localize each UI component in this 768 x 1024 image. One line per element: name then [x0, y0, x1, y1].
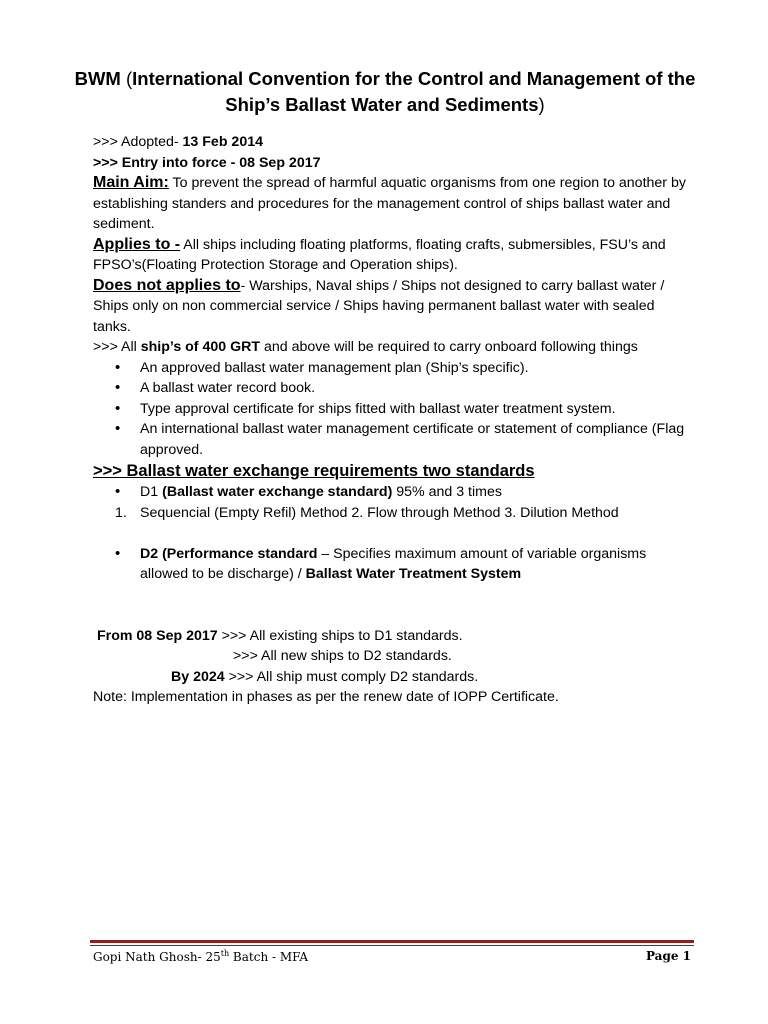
- main-aim-text: To prevent the spread of harmful aquatic organisms from one region to another by establishing standers and procedures for the management control of ships ballast water and sediment.: [93, 175, 686, 232]
- main-aim-label: Main Aim:: [93, 174, 169, 191]
- ships-400-prefix: >>> All: [93, 339, 141, 355]
- main-aim-paragraph: [93, 173, 693, 235]
- d2-item: [93, 544, 693, 585]
- document-title: [60, 66, 710, 118]
- schedule-from-label: From 08 Sep 2017: [97, 627, 218, 644]
- title-acronym: BWM: [74, 68, 121, 89]
- d2-list: [93, 544, 693, 585]
- d1-label: D1: [140, 484, 159, 500]
- schedule-block: [93, 626, 693, 708]
- methods-list: [93, 503, 693, 524]
- not-applies-paragraph: [93, 276, 693, 338]
- spacer: [93, 585, 693, 626]
- applies-to-paragraph: [93, 235, 693, 276]
- list-item: • Type approval certificate for ships fitted with ballast water treatment system.: [93, 399, 693, 420]
- footer-divider-thin: [90, 945, 694, 946]
- methods-item: [93, 503, 693, 524]
- footer-divider-thick: [90, 940, 694, 943]
- d2-bold-tail: Ballast Water Treatment System: [305, 566, 522, 582]
- footer-page-number: Page 1: [645, 949, 691, 963]
- title-paren-open: (: [120, 68, 133, 89]
- d1-item: [93, 482, 693, 503]
- d1-list: [93, 482, 693, 503]
- applies-to-label: Applies to -: [93, 235, 181, 253]
- schedule-by-label: By 2024: [171, 668, 225, 685]
- not-applies-text: - Warships, Naval ships / Ships not designed to carry ballast water / Ships only on non commercial service / Ships having permanent ballast water with sealed tanks.: [93, 277, 665, 335]
- adopted-date: 13 Feb 2014: [182, 134, 263, 150]
- schedule-line-1-text: >>> All existing ships to D1 standards.: [217, 627, 463, 644]
- ships-400-bold: ship’s of 400 GRT: [140, 339, 261, 355]
- schedule-line-1: [97, 626, 463, 647]
- not-applies-label: Does not applies to: [93, 276, 241, 294]
- methods-number: 1.: [115, 504, 127, 521]
- d2-text: – Specifies maximum amount of variable organisms allowed to be discharge) /: [140, 545, 647, 582]
- footer-author-tail: Batch - MFA: [229, 950, 309, 964]
- d2-bold: D2 (Performance standard: [140, 545, 318, 562]
- adopted-line: [93, 132, 693, 153]
- schedule-line-2: >>> All new ships to D2 standards.: [233, 648, 452, 664]
- onboard-items-list: [93, 358, 693, 461]
- ships-400-suffix: and above will be required to carry onboard following things: [260, 339, 638, 355]
- list-item: • An approved ballast water management plan (Ship’s specific).: [93, 358, 693, 379]
- footer-author-name: Gopi Nath Ghosh- 25: [93, 950, 221, 964]
- d1-bold: (Ballast water exchange standard): [162, 484, 393, 500]
- footer-author-sup: th: [220, 949, 230, 958]
- document-body: [93, 132, 693, 708]
- entry-into-force-line: >>> Entry into force - 08 Sep 2017: [93, 154, 321, 171]
- implementation-note: Note: Implementation in phases as per the renew date of IOPP Certificate.: [93, 689, 559, 705]
- exchange-heading: >>> Ballast water exchange requirements two standards: [93, 462, 535, 480]
- schedule-line-3-text: >>> All ship must comply D2 standards.: [224, 668, 479, 685]
- d1-text: 95% and 3 times: [392, 484, 502, 500]
- title-full-name: International Convention for the Control and Management of the Ship’s Ballast Water and Sediments: [132, 68, 696, 115]
- methods-text: Sequencial (Empty Refil) Method 2. Flow through Method 3. Dilution Method: [140, 504, 619, 521]
- spacer: [93, 523, 693, 544]
- list-item: • A ballast water record book.: [93, 378, 693, 399]
- adopted-prefix: >>> Adopted-: [93, 134, 183, 150]
- ships-400-grt-paragraph: [93, 337, 693, 358]
- schedule-line-3: [171, 667, 478, 688]
- title-paren-close: ): [538, 94, 545, 115]
- footer-author: [93, 949, 308, 964]
- list-item: • An international ballast water management certificate or statement of compliance (Flag approved.: [93, 419, 693, 460]
- applies-to-text: All ships including floating platforms, floating crafts, submersibles, FSU’s and FPSO’s(Floating Protection Storage and Operation ships).: [93, 236, 666, 273]
